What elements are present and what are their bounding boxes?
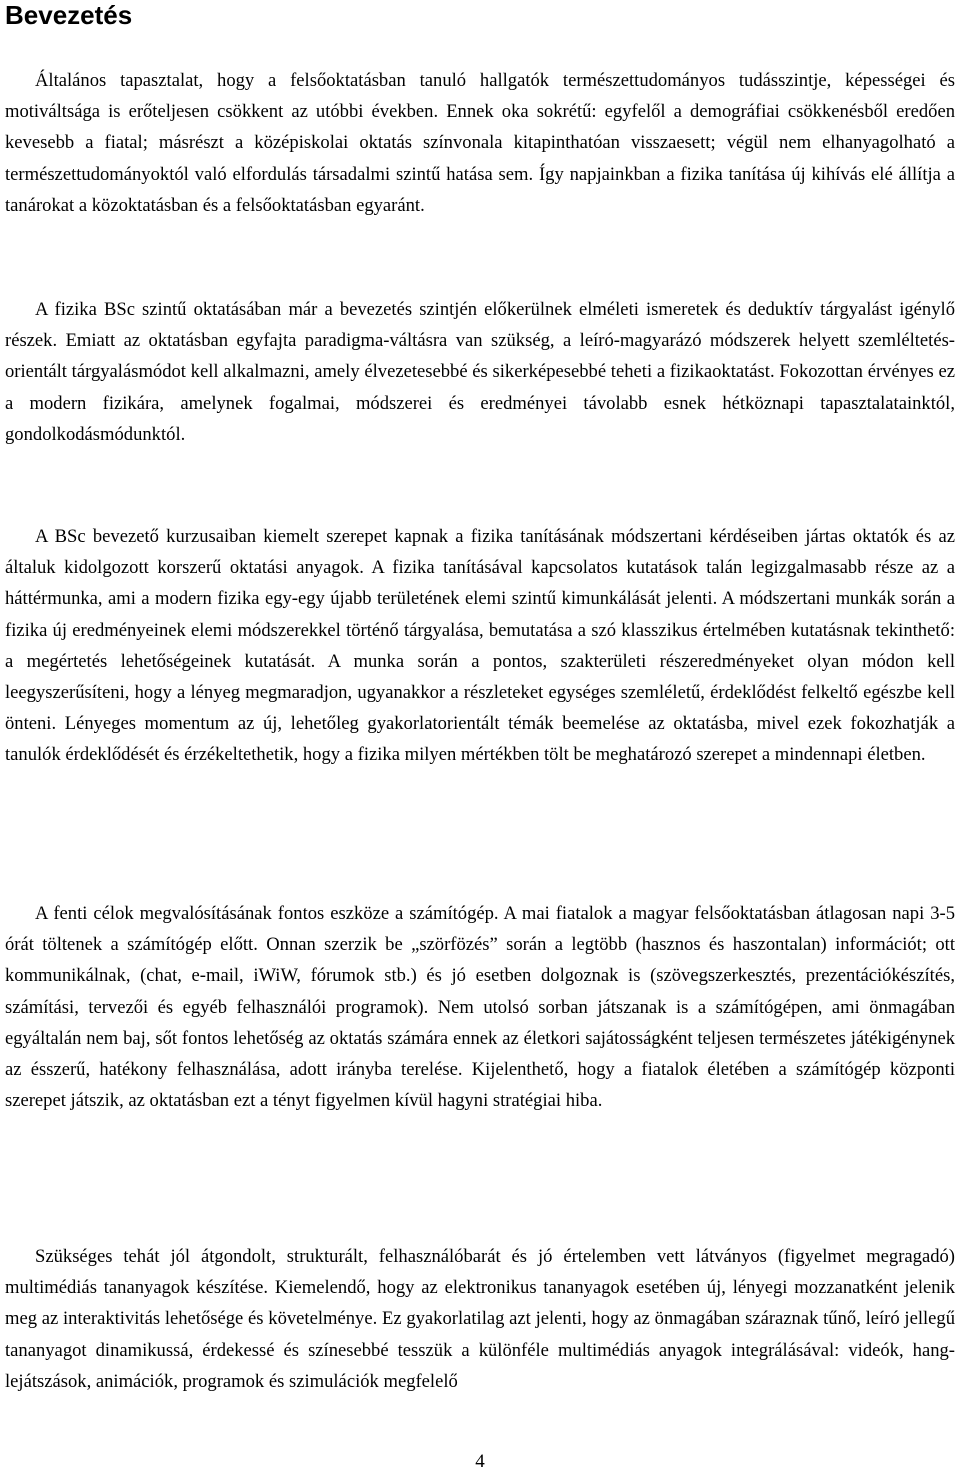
paragraph-4: A fenti célok megvalósításának fontos eszköze a számítógép. A mai fiatalok a magyar felsőoktatásban átlagosan napi 3-5 órát töltenek a számítógép előtt. Onnan szerzik be „szörfözés” során a legtöbb (hasznos és haszontalan) információt; ott kommunikálnak, (chat, e-mail, iWiW, fórumok stb.) és jó esetben dolgoznak is (szövegszerkesztés, prezentációkészítés, számítási, tervezői és egyéb felhasználói programok). Nem utolsó sorban játszanak is a számítógépen, ami önmagában egyáltalán nem baj, sőt fontos lehetőség az oktatás számára ennek az életkori sajátosságként teljesen természetes játékigénynek az ésszerű, hatékony felhasználása, adott irányba terelése. Kijelenthető, hogy a fiatalok életében a számítógép központi szerepet játszik, az oktatásban ezt a tényt figyelmen kívül hagyni stratégiai hiba. bbox=[5, 903, 955, 1112]
paragraph-5: Szükséges tehát jól átgondolt, strukturált, felhasználóbarát és jó értelemben vett látványos (figyelmet megragadó) multimédiás tananyagok készítése. Kiemelendő, hogy az elektronikus tananyagok esetében új, lényegi mozzanatként jelenik meg az interaktivitás lehetősége és követelménye. Ez gyakorlatilag azt jelenti, hogy az önmagában száraznak tűnő, leíró jellegű tananyagot dinamikussá, érdekessé és színesebbé tesszük a különféle multimédiás anyagok integrálásával: videók, hang-lejátszások, animációk, programok és szimulációk megfelelő bbox=[5, 1246, 955, 1392]
section-heading: Bevezetés bbox=[5, 0, 133, 30]
page-number: 4 bbox=[475, 1451, 485, 1472]
paragraph-1: Általános tapasztalat, hogy a felsőoktatásban tanuló hallgatók természettudományos tudásszintje, képességei és motiváltsága is erőteljesen csökkent az utóbbi években. Ennek oka sokrétű: egyfelől a demográfiai csökkenésből eredően kevesebb a fiatal; másrészt a középiskolai oktatás színvonala kitapinthatóan visszaesett; végül nem elhanyagolható a természettudományoktól való elfordulás társadalmi szintű hatása sem. Így napjainkban a fizika tanítása új kihívás elé állítja a tanárokat a közoktatásban és a felsőoktatásban egyaránt. bbox=[5, 70, 955, 216]
paragraph-2: A fizika BSc szintű oktatásában már a bevezetés szintjén előkerülnek elméleti ismeretek és deduktív tárgyalást igénylő részek. Emiatt az oktatásban egyfajta paradigma-váltásra van szükség, a leíró-magyarázó módszerek helyett szemléltetés-orientált tárgyalásmódot kell alkalmazni, amely élvezetesebbé és sikerképesebbé teheti a fizikaoktatást. Fokozottan érvényes ez a modern fizikára, amelynek fogalmai, módszerei és eredményei távolabb esnek hétköznapi tapasztalatainktól, gondolkodásmódunktól. bbox=[5, 299, 955, 445]
paragraph-3: A BSc bevezető kurzusaiban kiemelt szerepet kapnak a fizika tanításának módszertani kérdéseiben jártas oktatók és az általuk kidolgozott korszerű oktatási anyagok. A fizika tanításával kapcsolatos kutatások talán legizgalmasabb része az a háttérmunka, ami a modern fizika egy-egy újabb területének elemi szintű kimunkálását jelenti. A módszertani munkák során a fizika új eredményeinek elemi módszerekkel történő tárgyalása, bemutatása a szó klasszikus értelmében kutatásnak tekinthető: a megértetés lehetőségeinek kutatását. A munka során a pontos, szakterületi részeredményeket olyan módon kell leegyszerűsíteni, hogy a lényeg megmaradjon, ugyanakkor a részleteket egységes szemléletű, érdeklődést felkeltő egészbe kell önteni. Lényeges momentum az új, lehetőleg gyakorlatorientált témák beemelése az oktatásba, mivel ezek fokozhatják a tanulók érdeklődését és érzékeltethetik, hogy a fizika milyen mértékben tölt be meghatározó szerepet a mindennapi életben. bbox=[5, 526, 955, 766]
